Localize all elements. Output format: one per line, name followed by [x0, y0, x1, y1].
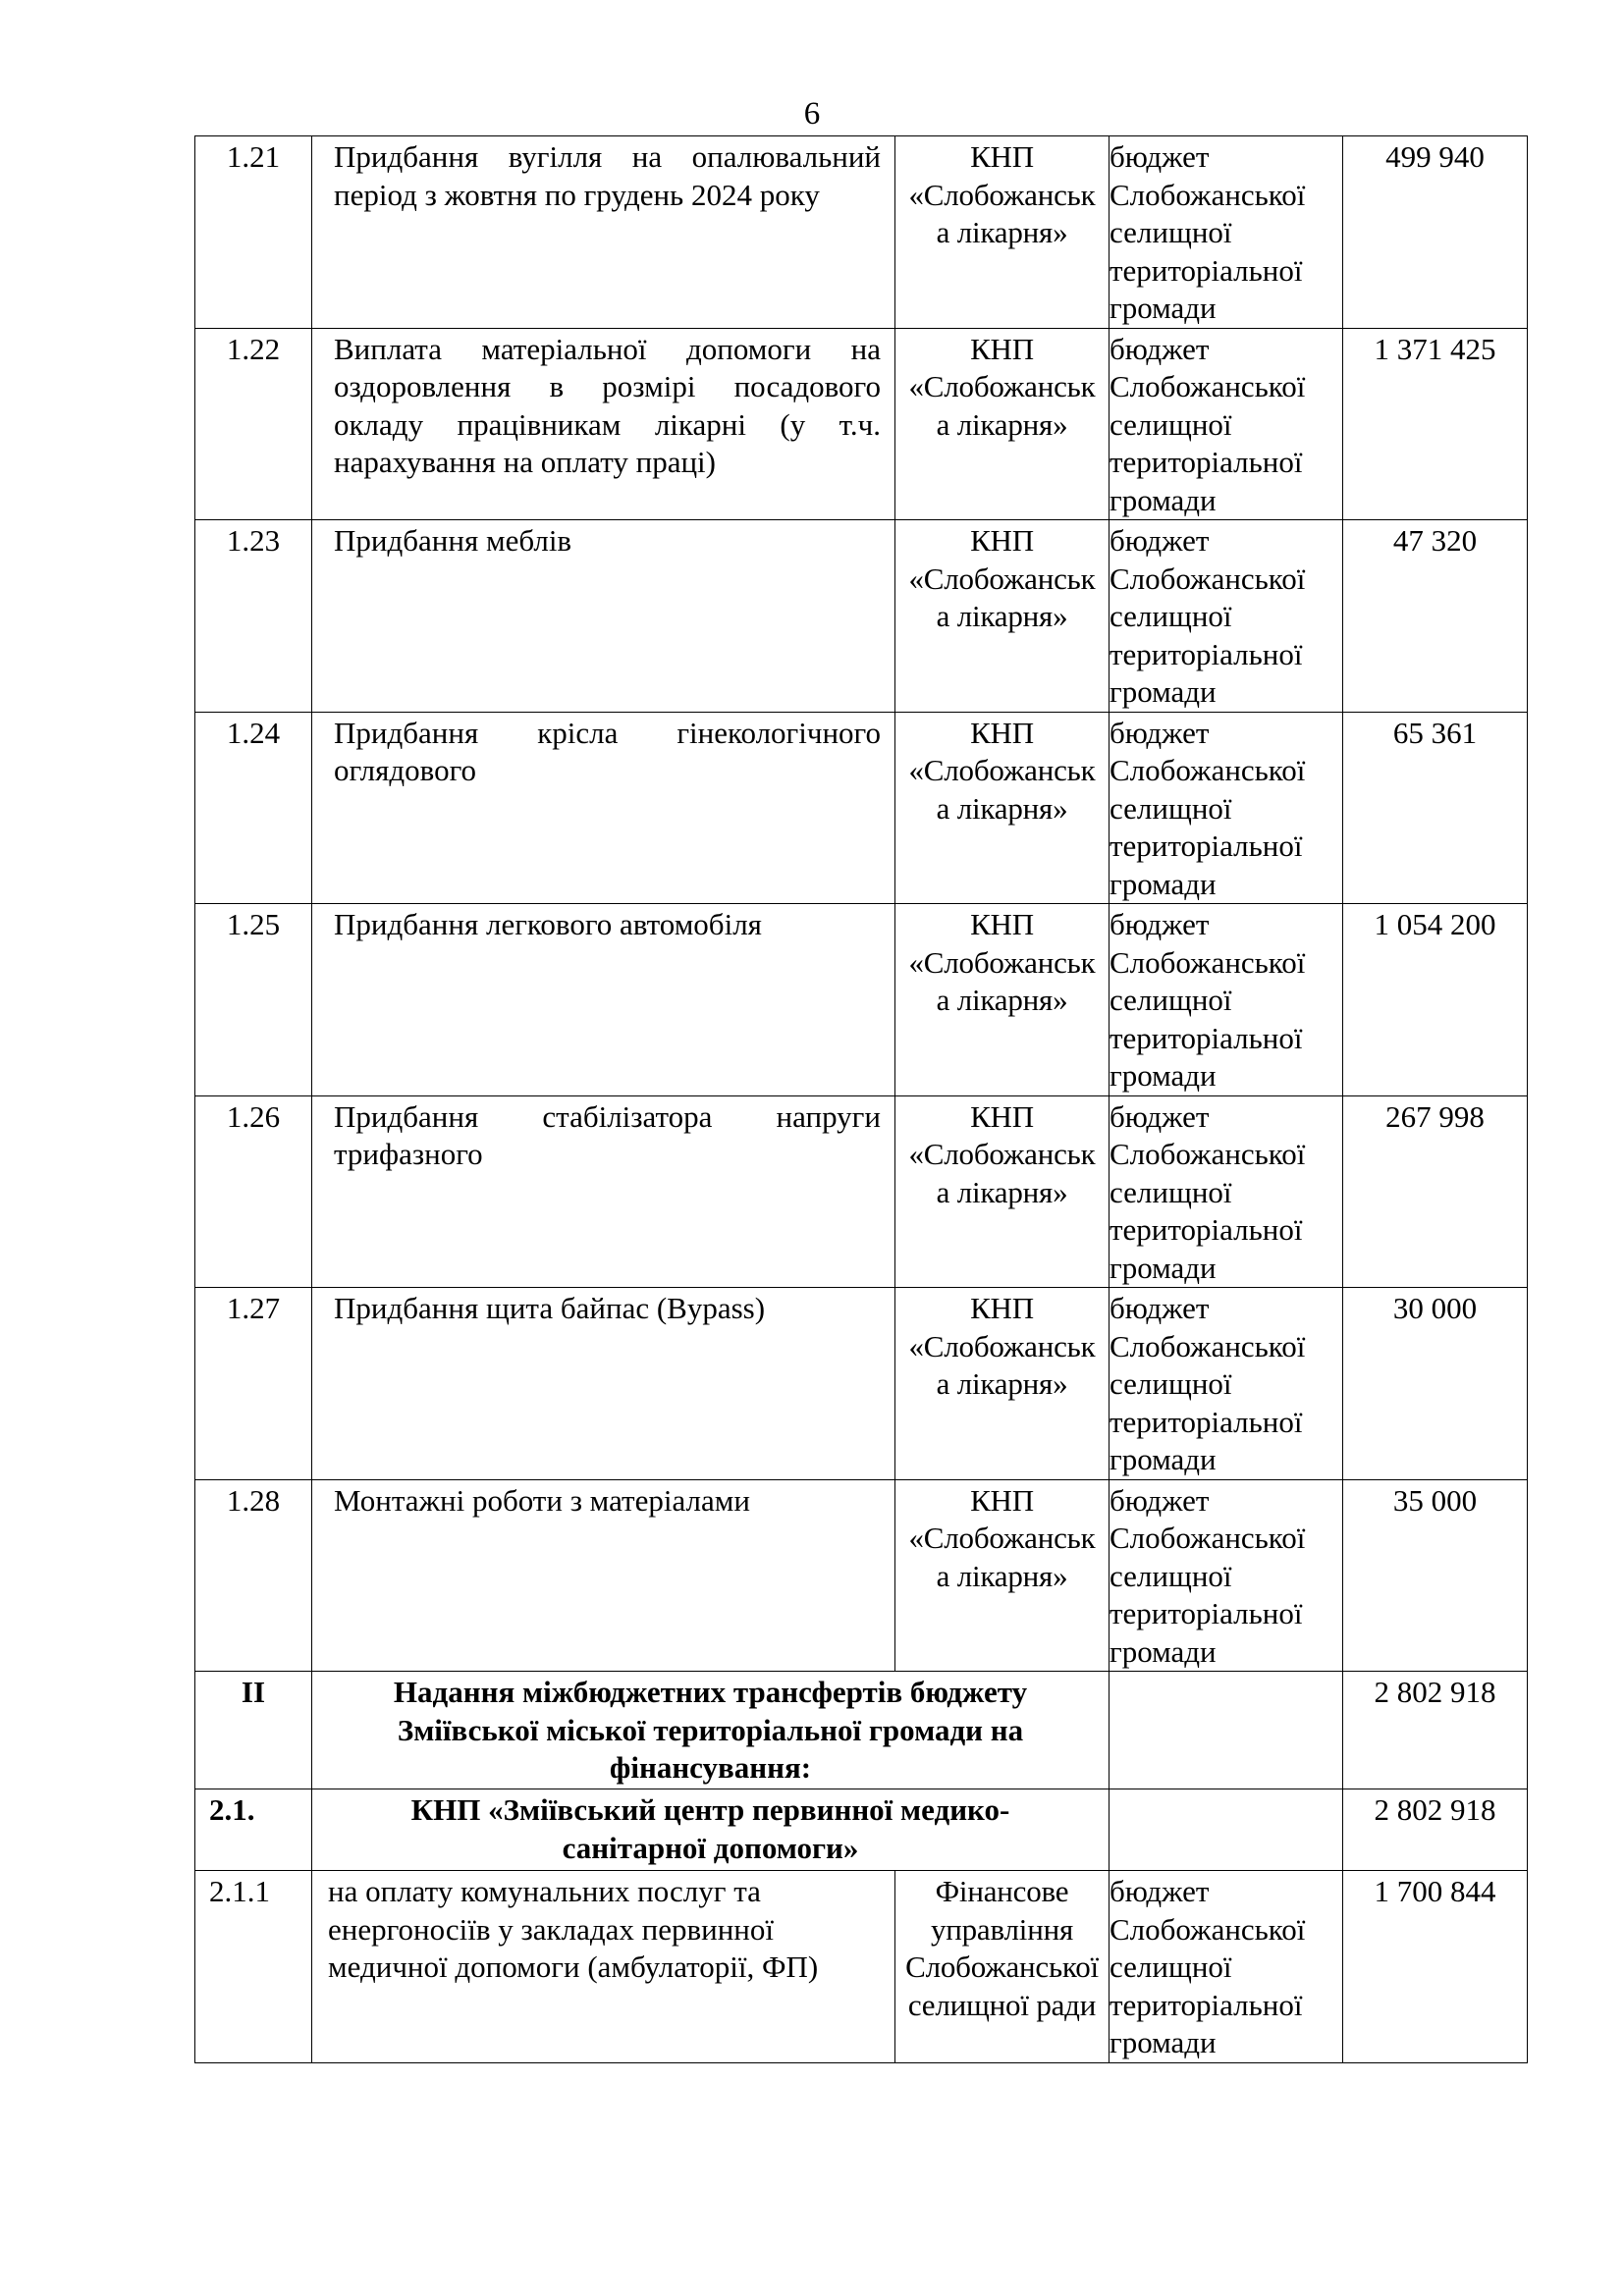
- executor-line: «Слобожанськ: [908, 177, 1096, 212]
- source-line: громади: [1110, 1442, 1217, 1476]
- executor: [895, 520, 1110, 713]
- amount: 47 320: [1343, 520, 1528, 713]
- measure-name: Придбання щита байпас (Bypass): [312, 1288, 895, 1480]
- amount: 65 361: [1343, 712, 1528, 904]
- subsection-title-line: КНП «Зміївський центр первинної медико-: [410, 1792, 1010, 1827]
- table-row: [195, 1871, 1528, 2063]
- row-number: 1.24: [195, 712, 312, 904]
- executor-line: КНП: [970, 907, 1034, 941]
- amount: 1 700 844: [1343, 1871, 1528, 2063]
- executor-line: «Слобожанськ: [908, 369, 1096, 403]
- source-line: територіальної: [1110, 445, 1303, 479]
- funding-source: [1110, 1672, 1343, 1789]
- funding-source: [1110, 328, 1343, 520]
- executor-line: Слобожанської: [905, 1949, 1099, 1984]
- funding-source: [1110, 904, 1343, 1096]
- row-number: 1.22: [195, 328, 312, 520]
- source-line: територіальної: [1110, 828, 1303, 863]
- executor-line: Фінансове: [935, 1874, 1069, 1908]
- executor-line: а лікарня»: [936, 215, 1068, 249]
- source-line: територіальної: [1110, 1020, 1303, 1055]
- source-line: громади: [1110, 1250, 1217, 1285]
- source-line: бюджет: [1110, 715, 1210, 750]
- source-line: громади: [1110, 674, 1217, 709]
- measure-name: Придбання крісла гінекологічного оглядового: [312, 712, 895, 904]
- executor: [895, 712, 1110, 904]
- source-line: Слобожанської: [1110, 944, 1306, 980]
- executor-line: «Слобожанськ: [908, 944, 1096, 980]
- executor-line: а лікарня»: [936, 406, 1068, 442]
- source-line: селищної: [1110, 790, 1232, 826]
- measure-name-line: на оплату комунальних послуг та: [328, 1874, 761, 1908]
- subsection-row: [195, 1789, 1528, 1871]
- executor-line: КНП: [970, 715, 1034, 750]
- source-line: селищної: [1110, 1558, 1232, 1593]
- table-row: [195, 1095, 1528, 1288]
- amount: 35 000: [1343, 1479, 1528, 1672]
- executor: [895, 328, 1110, 520]
- executor-line: «Слобожанськ: [908, 753, 1096, 787]
- section-title-line: фінансування:: [609, 1750, 812, 1785]
- source-line: Слобожанської: [1110, 753, 1306, 787]
- measure-name-line: енергоносіїв у закладах первинної: [328, 1911, 774, 1947]
- funding-source: [1110, 1871, 1343, 2063]
- funding-source: [1110, 520, 1343, 713]
- source-line: бюджет: [1110, 523, 1210, 558]
- section-row: [195, 1672, 1528, 1789]
- executor-line: КНП: [970, 1291, 1034, 1325]
- row-number: 1.23: [195, 520, 312, 713]
- row-number: 1.28: [195, 1479, 312, 1672]
- subsection-amount: 2 802 918: [1343, 1789, 1528, 1871]
- source-line: громади: [1110, 291, 1217, 325]
- executor-line: а лікарня»: [936, 1558, 1068, 1593]
- source-line: Слобожанської: [1110, 177, 1306, 212]
- executor: [895, 1095, 1110, 1288]
- source-line: територіальної: [1110, 1212, 1303, 1247]
- source-line: Слобожанської: [1110, 561, 1306, 596]
- table-row: [195, 1479, 1528, 1672]
- executor: [895, 1288, 1110, 1480]
- subsection-title-line: санітарної допомоги»: [562, 1830, 859, 1865]
- measure-name: Монтажні роботи з матеріалами: [312, 1479, 895, 1672]
- executor-line: «Слобожанськ: [908, 1521, 1096, 1555]
- page-number: 6: [803, 96, 821, 132]
- table-row: [195, 904, 1528, 1096]
- measure-name: Придбання легкового автомобіля: [312, 904, 895, 1096]
- source-line: територіальної: [1110, 1404, 1303, 1439]
- amount: 1 371 425: [1343, 328, 1528, 520]
- source-line: Слобожанської: [1110, 1137, 1306, 1171]
- amount: 30 000: [1343, 1288, 1528, 1480]
- source-line: громади: [1110, 1633, 1217, 1669]
- amount: 267 998: [1343, 1095, 1528, 1288]
- source-line: бюджет: [1110, 331, 1210, 366]
- section-title: [312, 1672, 1110, 1789]
- measure-name-line: медичної допомоги (амбулаторії, ФП): [328, 1949, 819, 1984]
- source-line: селищної: [1110, 215, 1232, 249]
- source-line: бюджет: [1110, 1291, 1210, 1325]
- row-number: 1.27: [195, 1288, 312, 1480]
- executor: [895, 1871, 1110, 2063]
- row-number: 2.1.1: [195, 1871, 312, 2063]
- source-line: бюджет: [1110, 1482, 1210, 1518]
- source-line: Слобожанської: [1110, 1911, 1306, 1947]
- measure-name: [312, 1871, 895, 2063]
- table-row: [195, 712, 1528, 904]
- source-line: селищної: [1110, 599, 1232, 633]
- source-line: селищної: [1110, 1366, 1232, 1401]
- row-number: 1.21: [195, 136, 312, 329]
- measure-name: Придбання вугілля на опалювальний період з жовтня по грудень 2024 року: [312, 136, 895, 329]
- funding-source: [1110, 1789, 1343, 1871]
- budget-table-body: [195, 136, 1528, 2063]
- executor-line: а лікарня»: [936, 983, 1068, 1017]
- executor-line: «Слобожанськ: [908, 561, 1096, 596]
- table-row: [195, 520, 1528, 713]
- source-line: селищної: [1110, 1949, 1232, 1984]
- table-row: [195, 328, 1528, 520]
- source-line: бюджет: [1110, 1098, 1210, 1134]
- executor-line: управління: [930, 1911, 1074, 1947]
- source-line: бюджет: [1110, 1874, 1210, 1908]
- measure-name: Придбання меблів: [312, 520, 895, 713]
- section-title-line: Зміївської міської територіальної громади на: [397, 1712, 1024, 1747]
- measure-name: Придбання стабілізатора напруги трифазного: [312, 1095, 895, 1288]
- source-line: громади: [1110, 866, 1217, 901]
- source-line: громади: [1110, 1058, 1217, 1093]
- executor-line: КНП: [970, 139, 1034, 174]
- funding-source: [1110, 1479, 1343, 1672]
- executor: [895, 1479, 1110, 1672]
- executor-line: «Слобожанськ: [908, 1328, 1096, 1363]
- source-line: територіальної: [1110, 1596, 1303, 1630]
- source-line: Слобожанської: [1110, 1521, 1306, 1555]
- source-line: територіальної: [1110, 252, 1303, 288]
- source-line: Слобожанської: [1110, 1328, 1306, 1363]
- funding-source: [1110, 1288, 1343, 1480]
- section-amount: 2 802 918: [1343, 1672, 1528, 1789]
- executor-line: а лікарня»: [936, 599, 1068, 633]
- executor-line: КНП: [970, 1482, 1034, 1518]
- source-line: бюджет: [1110, 139, 1210, 174]
- executor-line: селищної ради: [907, 1987, 1097, 2022]
- section-title-line: Надання міжбюджетних трансфертів бюджету: [393, 1675, 1028, 1709]
- source-line: бюджет: [1110, 907, 1210, 941]
- executor-line: а лікарня»: [936, 1366, 1068, 1401]
- source-line: селищної: [1110, 983, 1232, 1017]
- source-line: громади: [1110, 482, 1217, 517]
- subsection-title: [312, 1789, 1110, 1871]
- source-line: Слобожанської: [1110, 369, 1306, 403]
- row-number: 1.25: [195, 904, 312, 1096]
- executor: [895, 904, 1110, 1096]
- source-line: селищної: [1110, 406, 1232, 442]
- funding-source: [1110, 712, 1343, 904]
- executor-line: а лікарня»: [936, 1174, 1068, 1209]
- table-row: [195, 1288, 1528, 1480]
- executor-line: а лікарня»: [936, 790, 1068, 826]
- executor-line: КНП: [970, 331, 1034, 366]
- budget-table: [194, 135, 1528, 2063]
- source-line: територіальної: [1110, 636, 1303, 671]
- measure-name: Виплата матеріальної допомоги на оздоровлення в розмірі посадового окладу працівникам лікарні (у т.ч. нарахування на оплату праці): [312, 328, 895, 520]
- executor-line: КНП: [970, 1098, 1034, 1134]
- row-number: 1.26: [195, 1095, 312, 1288]
- executor-line: «Слобожанськ: [908, 1137, 1096, 1171]
- funding-source: [1110, 136, 1343, 329]
- source-line: селищної: [1110, 1174, 1232, 1209]
- table-row: [195, 136, 1528, 329]
- amount: 1 054 200: [1343, 904, 1528, 1096]
- amount: 499 940: [1343, 136, 1528, 329]
- source-line: територіальної: [1110, 1987, 1303, 2022]
- source-line: громади: [1110, 2025, 1217, 2059]
- funding-source: [1110, 1095, 1343, 1288]
- subsection-number: 2.1.: [195, 1789, 312, 1871]
- executor-line: КНП: [970, 523, 1034, 558]
- section-number: ІІ: [195, 1672, 312, 1789]
- executor: [895, 136, 1110, 329]
